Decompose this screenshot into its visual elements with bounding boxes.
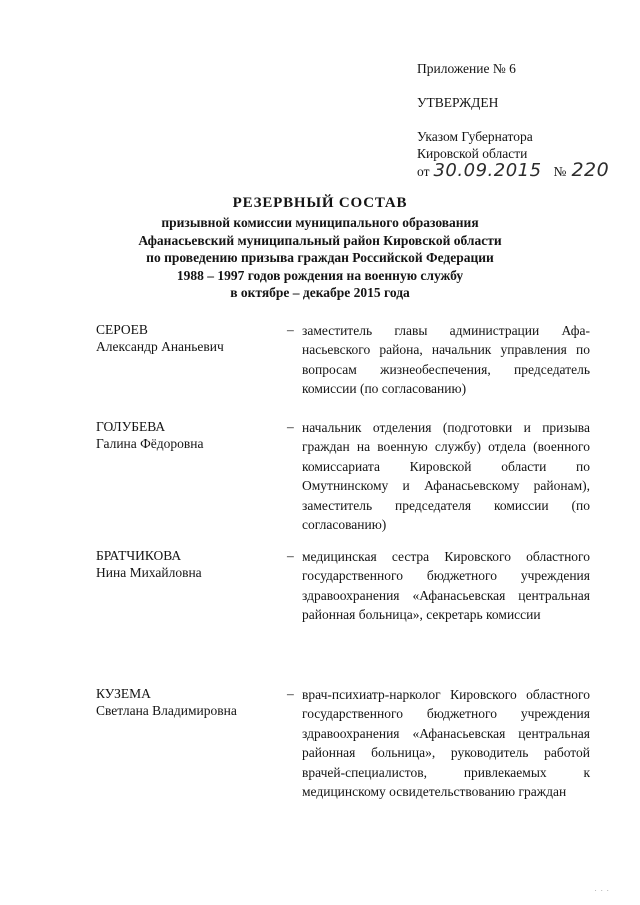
title-main: РЕЗЕРВНЫЙ СОСТАВ — [232, 195, 408, 211]
member-dash: – — [287, 548, 294, 563]
member-surname: БРАТЧИКОВА — [96, 548, 182, 563]
member-surname: КУЗЕМА — [96, 686, 151, 701]
handwritten-number: 220 — [571, 159, 610, 181]
member-dash: – — [287, 686, 294, 701]
title-line-5: в октябре – декабре 2015 года — [230, 285, 410, 300]
number-sign: № — [553, 164, 567, 179]
member-given-name: Александр Ананьевич — [96, 339, 224, 355]
document-title — [60, 192, 580, 302]
decree-line-2: Кировской области — [417, 146, 528, 161]
decree-date-row — [417, 159, 617, 181]
member-given-name: Галина Фёдоровна — [96, 436, 204, 452]
title-line-2: Афанасьевский муниципальный район Кировской области — [138, 232, 502, 248]
handwritten-date: 30.09.2015 — [433, 160, 542, 181]
member-role: заместитель главы администрации Афанасьевского района, начальник управления по вопросам жизнеобеспечения, председатель комиссии (по согласованию) — [302, 323, 590, 397]
scan-speck: · · · — [594, 887, 610, 895]
approved-label: УТВЕРЖДЕН — [417, 95, 499, 110]
title-line-1: призывной комиссии муниципального образования — [161, 215, 479, 230]
member-name — [96, 321, 286, 355]
member-name — [96, 685, 286, 719]
member-given-name: Нина Михайловна — [96, 565, 202, 581]
title-line-4: 1988 – 1997 годов рождения на военную службу — [176, 267, 464, 283]
member-given-name: Светлана Владимировна — [96, 703, 237, 719]
title-line-3: по проведению призыва граждан Российской Федерации — [146, 250, 494, 265]
member-role: начальник отделения (подготовки и призыва граждан на военную службу) отдела (военного комиссариата Кировской области по Омутнинскому и Афанасьевскому районам), заместитель председателя комиссии (по согласованию) — [302, 420, 590, 533]
member-surname: СЕРОЕВ — [96, 322, 148, 337]
member-surname: ГОЛУБЕВА — [96, 419, 166, 434]
decree-line-1: Указом Губернатора — [417, 129, 533, 144]
member-role: врач-психиатр-нарколог Кировского областного государственного бюджетного учреждения здравоохранения «Афанасьевская центральная районная больница», руководитель работой врачей-специалистов, привлекаемых к медицинскому освидетельствованию граждан — [302, 687, 590, 800]
member-dash: – — [287, 419, 294, 434]
appendix-label: Приложение № 6 — [417, 61, 516, 76]
member-role: медицинская сестра Кировского областного государственного бюджетного учреждения здравоохранения «Афанасьевская центральная районная больница», секретарь комиссии — [302, 549, 590, 623]
member-name — [96, 547, 286, 581]
date-prefix: от — [417, 164, 430, 179]
member-dash: – — [287, 322, 294, 337]
approval-header — [417, 60, 617, 180]
member-name — [96, 418, 286, 452]
